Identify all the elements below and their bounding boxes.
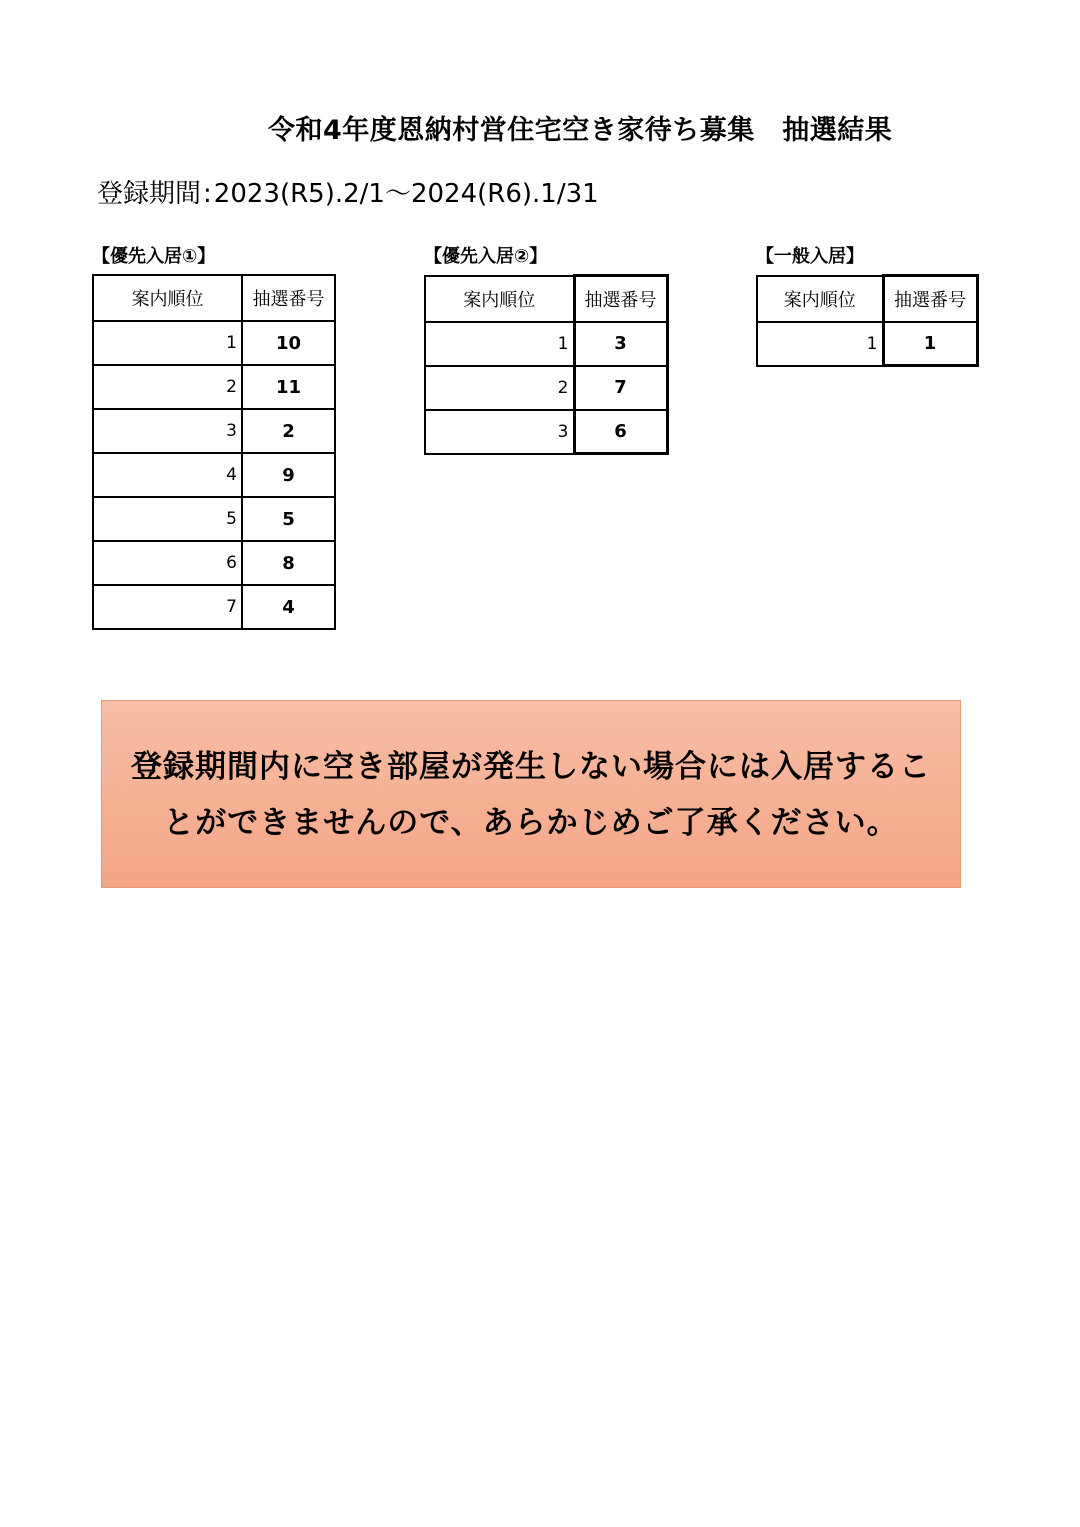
table-row bbox=[93, 453, 335, 497]
rank-cell: 3 bbox=[425, 410, 574, 454]
table-header-row bbox=[93, 275, 335, 321]
section-label-general: 【一般入居】 bbox=[756, 246, 864, 267]
column-header-number: 抽選番号 bbox=[574, 276, 667, 322]
column-header-rank: 案内順位 bbox=[757, 276, 883, 322]
section-label-priority-2: 【優先入居②】 bbox=[424, 246, 548, 267]
lottery-number-cell: 1 bbox=[883, 322, 977, 366]
period-value: 2023(R5).2/1～2024(R6).1/31 bbox=[213, 179, 599, 209]
rank-cell: 1 bbox=[757, 322, 883, 366]
table-header-row bbox=[425, 276, 667, 322]
rank-cell: 7 bbox=[93, 585, 242, 629]
column-header-rank: 案内順位 bbox=[93, 275, 242, 321]
rank-cell: 5 bbox=[93, 497, 242, 541]
table-row bbox=[425, 410, 667, 454]
lottery-number-cell: 9 bbox=[242, 453, 335, 497]
registration-period bbox=[97, 173, 599, 210]
rank-cell: 2 bbox=[93, 365, 242, 409]
table-row bbox=[757, 322, 977, 366]
page-title: 令和4年度恩納村営住宅空き家待ち募集 抽選結果 bbox=[268, 115, 893, 146]
rank-cell: 3 bbox=[93, 409, 242, 453]
table-row bbox=[93, 409, 335, 453]
table-row bbox=[425, 322, 667, 366]
rank-cell: 1 bbox=[425, 322, 574, 366]
lottery-number-cell: 7 bbox=[574, 366, 667, 410]
notice-line-1: 登録期間内に空き部屋が発生しない場合には入居するこ bbox=[131, 749, 931, 785]
rank-cell: 4 bbox=[93, 453, 242, 497]
table-row bbox=[93, 541, 335, 585]
rank-cell: 6 bbox=[93, 541, 242, 585]
table-header-row bbox=[757, 276, 977, 322]
rank-cell: 2 bbox=[425, 366, 574, 410]
notice-box bbox=[101, 700, 961, 888]
table-row bbox=[93, 365, 335, 409]
results-table-priority-1 bbox=[92, 274, 336, 630]
column-header-number: 抽選番号 bbox=[242, 275, 335, 321]
lottery-number-cell: 5 bbox=[242, 497, 335, 541]
lottery-number-cell: 6 bbox=[574, 410, 667, 454]
results-table-general bbox=[756, 274, 979, 367]
lottery-number-cell: 10 bbox=[242, 321, 335, 365]
notice-line-2: とができませんので、あらかじめご了承ください。 bbox=[163, 805, 899, 841]
column-header-number: 抽選番号 bbox=[883, 276, 977, 322]
lottery-number-cell: 2 bbox=[242, 409, 335, 453]
lottery-number-cell: 11 bbox=[242, 365, 335, 409]
period-separator: : bbox=[203, 179, 212, 209]
table-row bbox=[93, 497, 335, 541]
table-row bbox=[93, 585, 335, 629]
table-row bbox=[425, 366, 667, 410]
lottery-number-cell: 3 bbox=[574, 322, 667, 366]
lottery-number-cell: 4 bbox=[242, 585, 335, 629]
results-table-priority-2 bbox=[424, 274, 669, 455]
lottery-number-cell: 8 bbox=[242, 541, 335, 585]
table-row bbox=[93, 321, 335, 365]
section-label-priority-1: 【優先入居①】 bbox=[92, 246, 216, 267]
rank-cell: 1 bbox=[93, 321, 242, 365]
period-label: 登録期間 bbox=[97, 179, 202, 209]
column-header-rank: 案内順位 bbox=[425, 276, 574, 322]
